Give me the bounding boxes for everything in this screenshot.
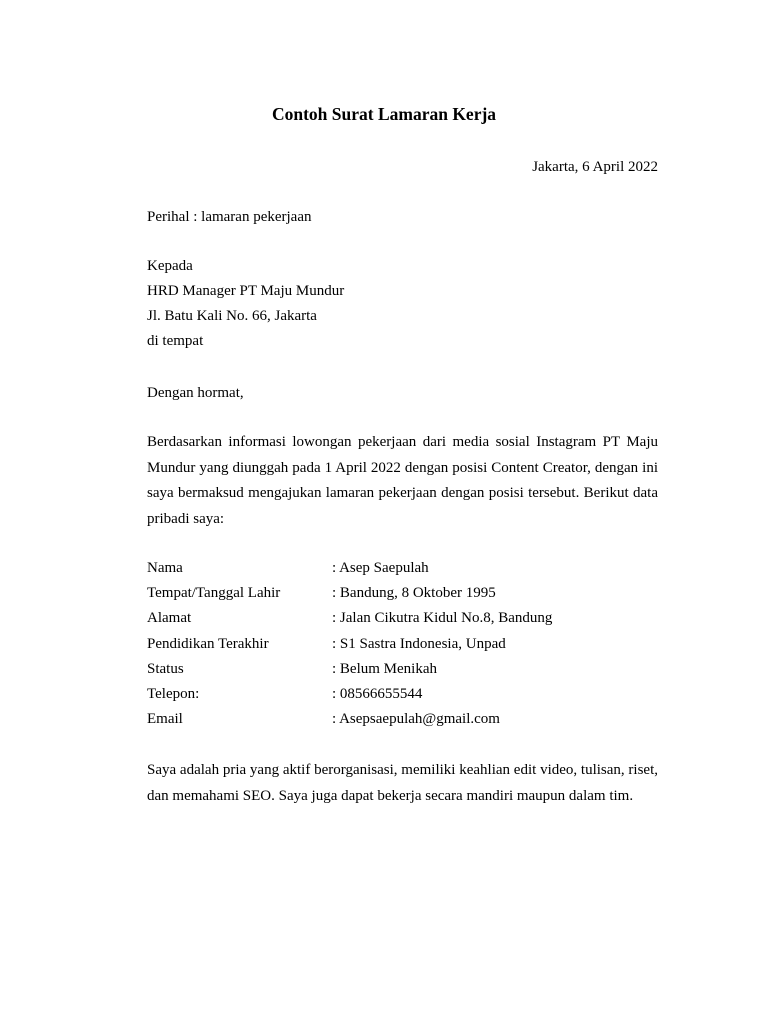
data-value: : Asep Saepulah — [332, 560, 429, 576]
recipient-name: HRD Manager PT Maju Mundur — [147, 283, 345, 299]
data-label: Pendidikan Terakhir — [147, 635, 269, 652]
data-label: Status — [147, 660, 184, 677]
recipient-address: Jl. Batu Kali No. 66, Jakarta — [147, 308, 317, 324]
letter-date: Jakarta, 6 April 2022 — [532, 159, 658, 175]
intro-paragraph: Berdasarkan informasi lowongan pekerjaan dari media sosial Instagram PT Maju Mundur yang diunggah pada 1 April 2022 dengan posisi Content Creator, dengan ini saya bermaksud mengajukan lamaran pekerjaan dengan posisi tersebut. Berikut data pribadi saya: — [147, 434, 658, 527]
closing-paragraph: Saya adalah pria yang aktif berorganisasi, memiliki keahlian edit video, tulisan, riset, dan memahami SEO. Saya juga dapat bekerja secara mandiri maupun dalam tim. — [147, 762, 658, 804]
data-row-education — [147, 632, 658, 657]
letter-subject: Perihal : lamaran pekerjaan — [147, 209, 312, 225]
data-row-phone — [147, 682, 658, 707]
data-value: : Belum Menikah — [332, 660, 437, 677]
data-row-birth — [147, 581, 658, 606]
letter-greeting: Dengan hormat, — [147, 385, 244, 401]
data-label: Telepon: — [147, 685, 200, 702]
data-value: : S1 Sastra Indonesia, Unpad — [332, 635, 506, 652]
data-value: : 08566655544 — [332, 685, 423, 702]
document-title: Contoh Surat Lamaran Kerja — [271, 104, 497, 124]
data-label: Alamat — [147, 610, 192, 627]
data-value: : Asepsaepulah@gmail.com — [332, 711, 500, 728]
data-label: Tempat/Tanggal Lahir — [147, 585, 281, 602]
data-label: Email — [147, 711, 183, 728]
data-row-name — [147, 556, 658, 581]
closing-block — [147, 758, 658, 809]
data-label: Nama — [147, 560, 183, 576]
data-value: : Jalan Cikutra Kidul No.8, Bandung — [332, 610, 553, 627]
recipient-to: Kepada — [147, 258, 193, 274]
data-row-address — [147, 606, 658, 631]
data-value: : Bandung, 8 Oktober 1995 — [332, 585, 496, 602]
recipient-place: di tempat — [147, 333, 204, 349]
intro-block — [147, 430, 658, 532]
data-row-email — [147, 707, 658, 732]
personal-data-table — [147, 556, 658, 732]
recipient-block — [147, 254, 658, 354]
data-row-status — [147, 657, 658, 682]
